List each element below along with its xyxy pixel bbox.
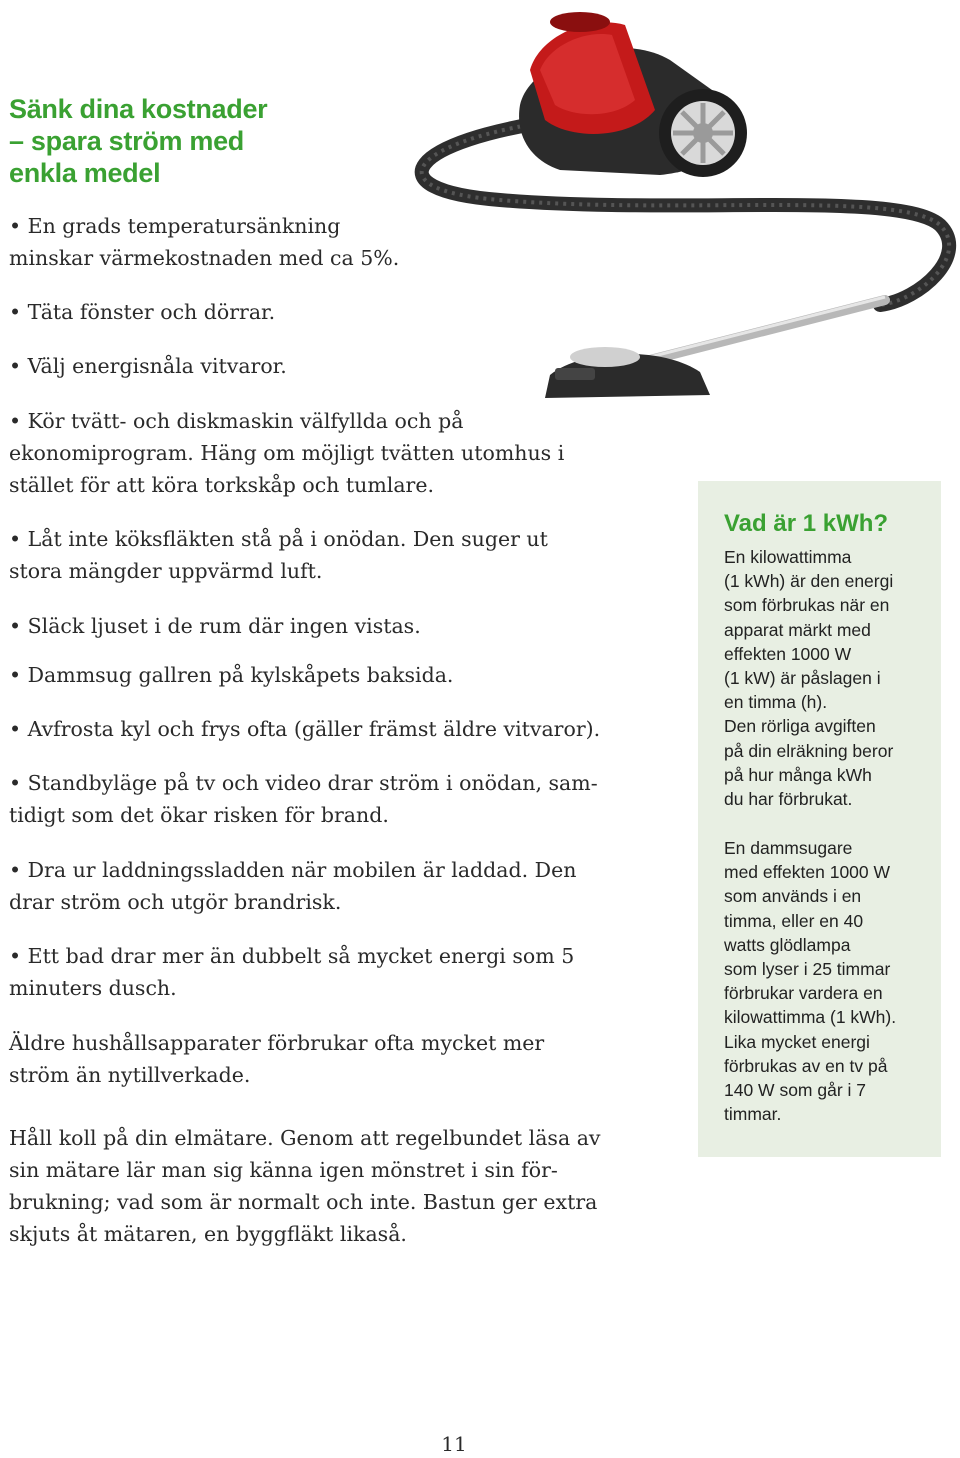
- tip-line: • Dammsug gallren på kylskåpets baksida.: [9, 663, 454, 687]
- tip-line: • Standbyläge på tv och video drar ström i onödan, sam-: [9, 771, 598, 795]
- sidebar-line: timma, eller en 40: [724, 910, 864, 931]
- sidebar-paragraph: [724, 545, 893, 811]
- tip-line: • Ett bad drar mer än dubbelt så mycket energi som 5: [9, 944, 575, 968]
- sidebar-line: förbrukas av en tv på: [724, 1055, 888, 1076]
- sidebar-line: Lika mycket energi: [724, 1031, 870, 1052]
- sidebar-line: (1 kW) är påslagen i: [724, 668, 881, 689]
- body-paragraph: [9, 1122, 601, 1250]
- title-line: Sänk dina kostnader: [9, 94, 268, 124]
- tip-item: [9, 350, 287, 382]
- sidebar-line: som förbrukas när en: [724, 595, 890, 616]
- tip-item: [9, 610, 421, 642]
- paragraph-line: sin mätare lär man sig känna igen mönstret i sin för-: [9, 1158, 558, 1182]
- info-sidebar: [698, 481, 941, 1157]
- sidebar-line: Den rörliga avgiften: [724, 716, 876, 737]
- sidebar-line: på din elräkning beror: [724, 740, 894, 761]
- sidebar-line: förbrukar vardera en: [724, 983, 883, 1004]
- title-line: enkla medel: [9, 158, 161, 188]
- tip-item: [9, 659, 453, 691]
- paragraph-line: skjuts åt mätaren, en byggfläkt likaså.: [9, 1222, 407, 1246]
- tip-item: [9, 940, 574, 1004]
- tip-item: [9, 296, 275, 328]
- sidebar-line: kilowattimma (1 kWh).: [724, 1007, 897, 1028]
- tip-line: • Avfrosta kyl och frys ofta (gäller främst äldre vitvaror).: [9, 717, 601, 741]
- tip-line: minskar värmekostnaden med ca 5%.: [9, 246, 400, 270]
- paragraph-line: brukning; vad som är normalt och inte. Bastun ger extra: [9, 1190, 598, 1214]
- tip-item: [9, 767, 598, 831]
- tip-item: [9, 523, 548, 587]
- vacuum-cleaner-icon: [422, 12, 949, 398]
- tip-line: tidigt som det ökar risken för brand.: [9, 803, 389, 827]
- tip-line: stora mängder uppvärmd luft.: [9, 559, 323, 583]
- tip-item: [9, 210, 399, 274]
- page-title: [9, 93, 267, 189]
- paragraph-line: ström än nytillverkade.: [9, 1063, 251, 1087]
- sidebar-title: Vad är 1 kWh?: [724, 510, 889, 537]
- sidebar-line: timmar.: [724, 1104, 782, 1125]
- sidebar-line: på hur många kWh: [724, 764, 872, 785]
- tip-line: • Låt inte köksfläkten stå på i onödan. Den suger ut: [9, 527, 548, 551]
- sidebar-line: du har förbrukat.: [724, 789, 853, 810]
- body-paragraph: [9, 1027, 544, 1091]
- tip-item: [9, 405, 564, 501]
- sidebar-line: apparat märkt med: [724, 619, 871, 640]
- tip-item: [9, 713, 600, 745]
- tip-line: minuters dusch.: [9, 976, 177, 1000]
- sidebar-line: 140 W som går i 7: [724, 1080, 866, 1101]
- tip-line: • Dra ur laddningssladden när mobilen är laddad. Den: [9, 858, 577, 882]
- title-line: – spara ström med: [9, 126, 244, 156]
- sidebar-line: En dammsugare: [724, 838, 853, 858]
- page-number: 11: [441, 1432, 467, 1456]
- sidebar-line: effekten 1000 W: [724, 643, 852, 664]
- vacuum-cleaner-illustration: [380, 0, 960, 420]
- tip-line: • Täta fönster och dörrar.: [9, 300, 276, 324]
- sidebar-line: med effekten 1000 W: [724, 862, 891, 883]
- tip-line: drar ström och utgör brandrisk.: [9, 890, 342, 914]
- sidebar-line: (1 kWh) är den energi: [724, 571, 894, 592]
- tip-line: • En grads temperatursänkning: [9, 214, 341, 238]
- tip-line: • Välj energisnåla vitvaror.: [9, 354, 287, 378]
- sidebar-line: som lyser i 25 timmar: [724, 959, 891, 980]
- sidebar-line: en timma (h).: [724, 692, 828, 713]
- sidebar-line: En kilowattimma: [724, 547, 852, 567]
- tip-line: • Kör tvätt- och diskmaskin välfyllda och på: [9, 409, 464, 433]
- paragraph-line: Håll koll på din elmätare. Genom att regelbundet läsa av: [9, 1126, 601, 1150]
- tip-line: • Släck ljuset i de rum där ingen vistas.: [9, 614, 421, 638]
- tip-line: stället för att köra torkskåp och tumlare.: [9, 473, 434, 497]
- sidebar-line: watts glödlampa: [724, 934, 851, 955]
- paragraph-line: Äldre hushållsapparater förbrukar ofta mycket mer: [9, 1031, 545, 1055]
- tip-line: ekonomiprogram. Häng om möjligt tvätten utomhus i: [9, 441, 565, 465]
- sidebar-line: som används i en: [724, 886, 862, 907]
- sidebar-paragraph: [724, 836, 896, 1126]
- tip-item: [9, 854, 576, 918]
